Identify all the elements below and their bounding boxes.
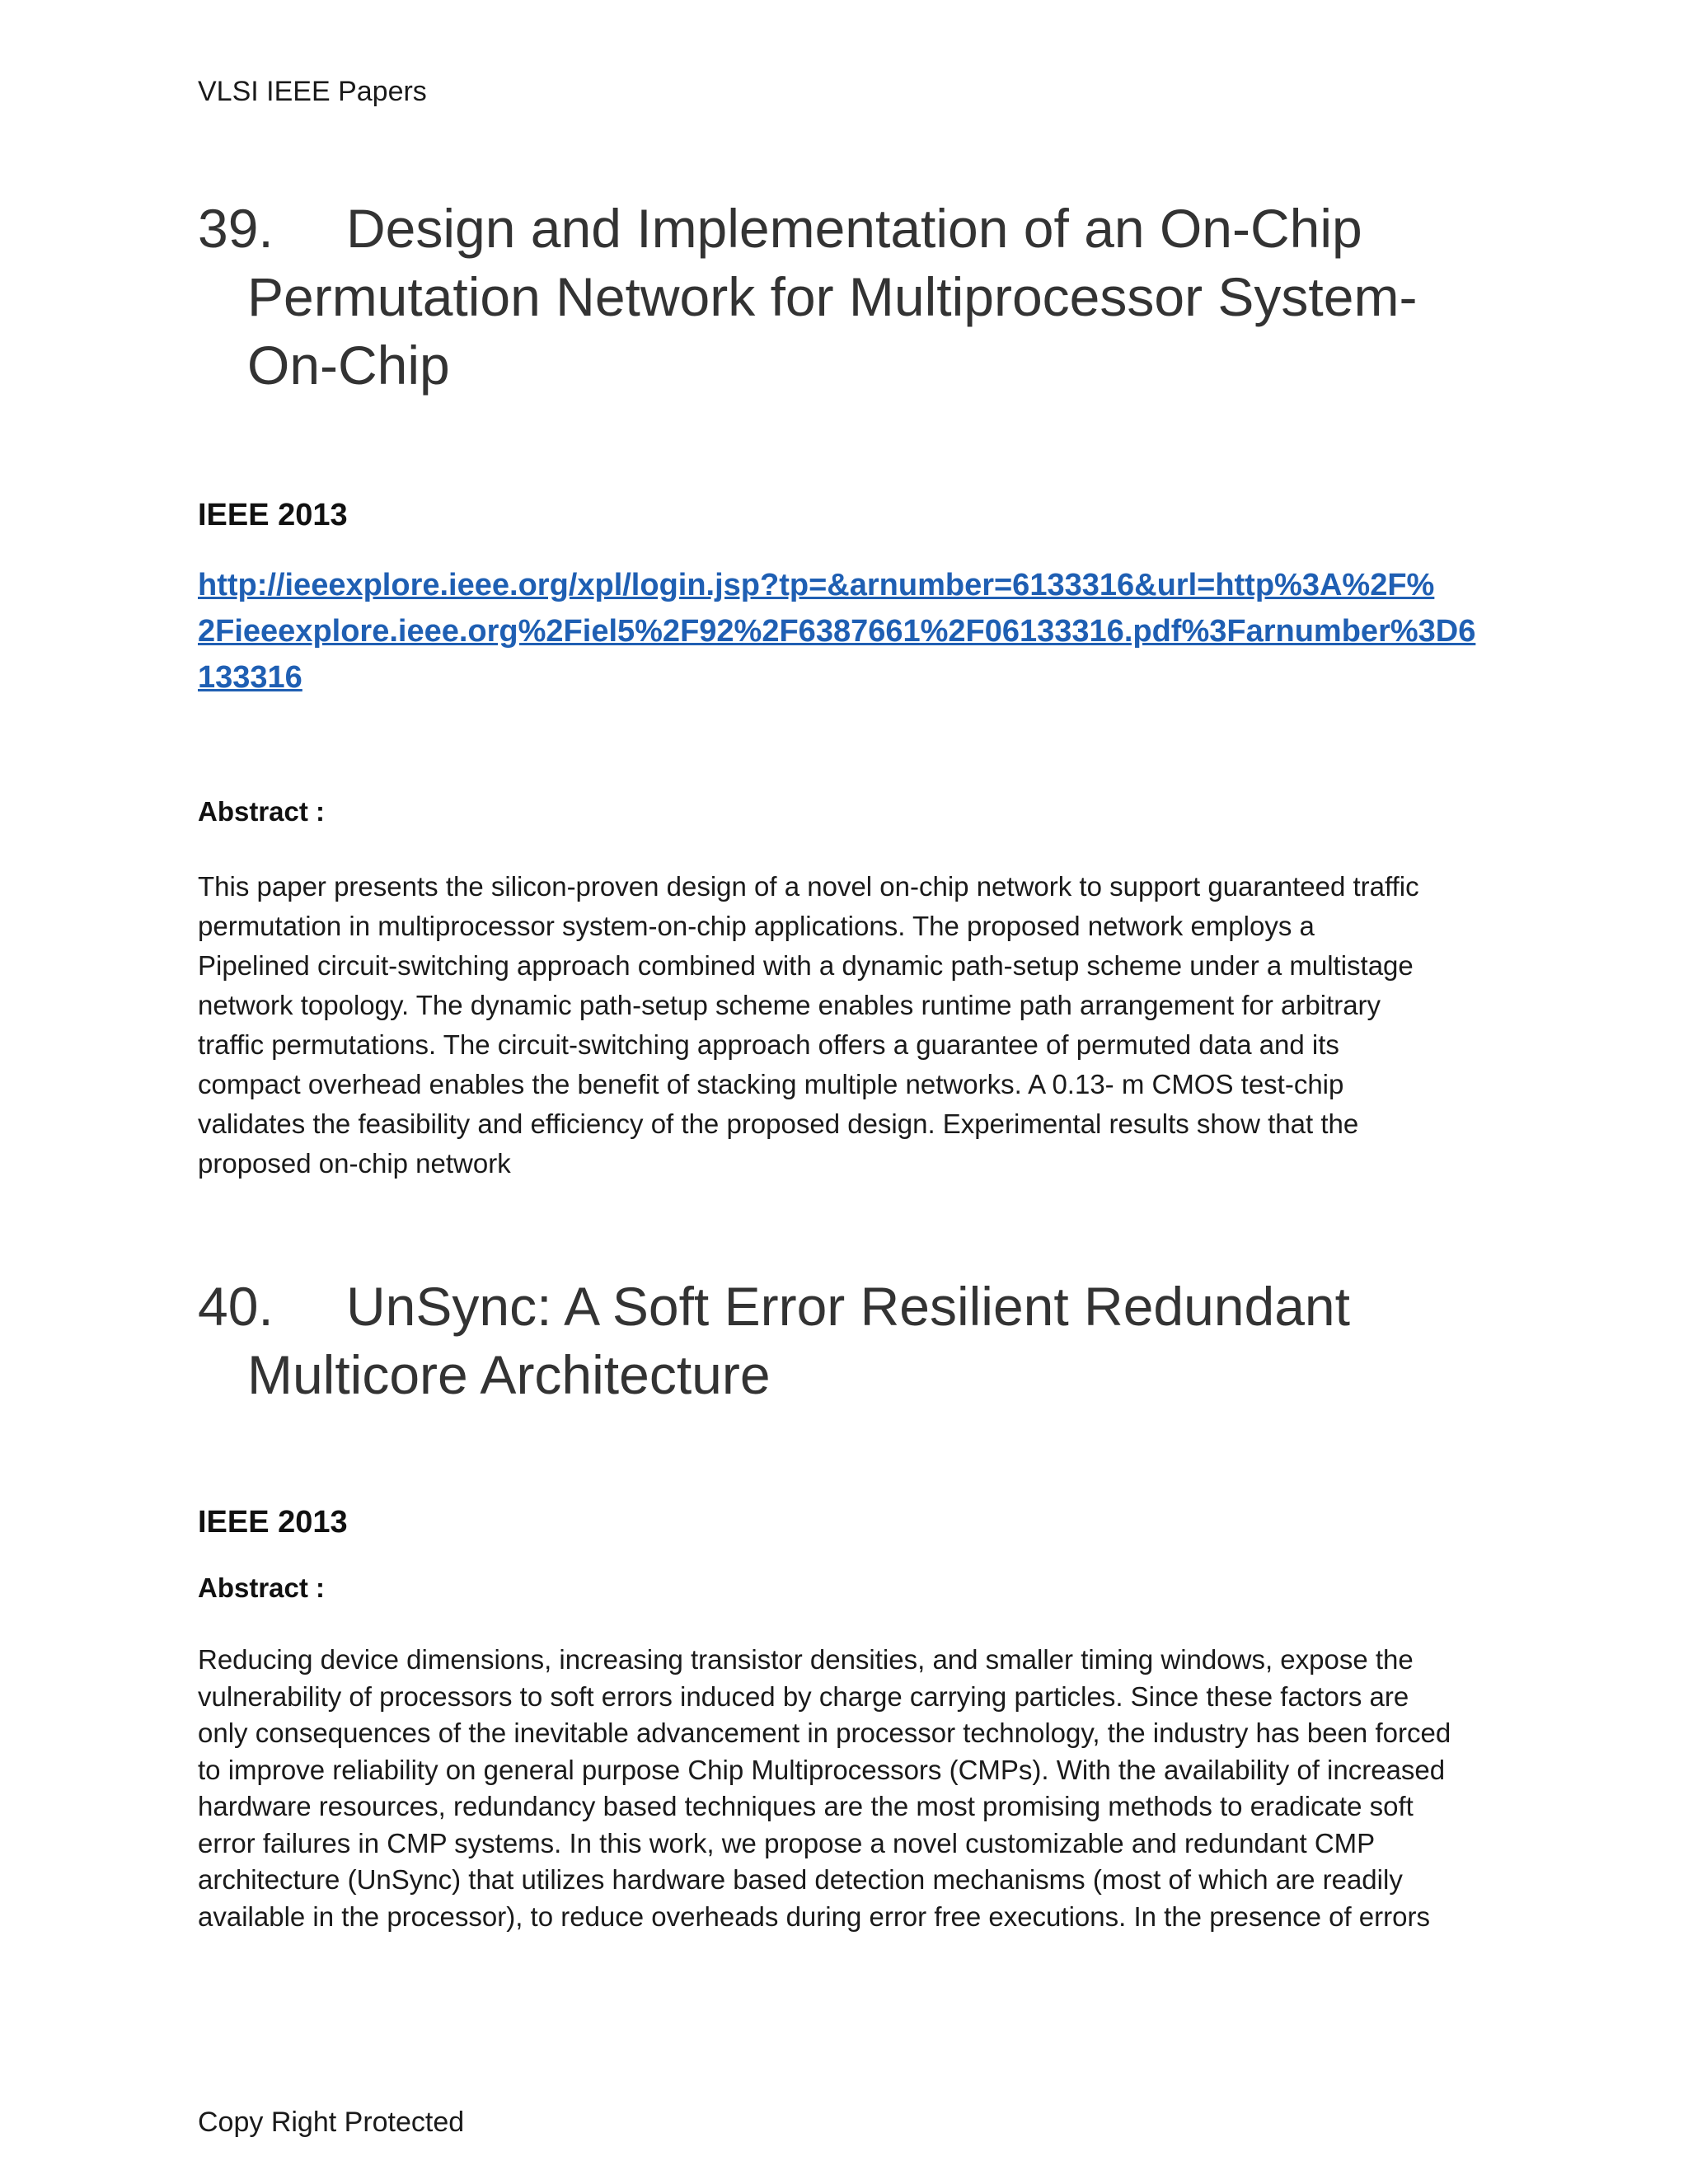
title-line: Design and Implementation of an On-Chip [346,198,1362,259]
abstract-body [198,1642,1500,1935]
running-header: VLSI IEEE Papers [198,76,427,107]
abstract-line: only consequences of the inevitable advancement in processor technology, the industry has been forced [198,1718,1451,1748]
abstract-line: proposed on-chip network [198,1148,511,1179]
abstract-label: Abstract : [198,1572,326,1603]
abstract-line: to improve reliability on general purpose Chip Multiprocessors (CMPs). With the availability of increased [198,1754,1446,1785]
paper-year: IEEE 2013 [198,498,348,532]
abstract-label: Abstract : [198,796,326,827]
running-footer: Copy Right Protected [198,2107,465,2138]
paper-link[interactable] [198,562,1500,701]
paper-number: 39. [198,198,274,259]
abstract-line: permutation in multiprocessor system-on-chip applications. The proposed network employs a [198,911,1315,941]
abstract-line: Pipelined circuit-switching approach combined with a dynamic path-setup scheme under a multistage [198,950,1414,981]
abstract-line: Reducing device dimensions, increasing transistor densities, and smaller timing windows, expose the [198,1644,1414,1675]
paper-entry-39 [198,194,1500,400]
title-line: Permutation Network for Multiprocessor System- [247,266,1418,327]
paper-link-line[interactable]: http://ieeexplore.ieee.org/xpl/login.jsp?tp=&arnumber=6133316&url=http%3A%2F% [198,568,1435,602]
abstract-body [198,867,1500,1183]
paper-link-line[interactable]: 133316 [198,660,302,695]
paper-entry-40 [198,1272,1500,1409]
paper-number: 40. [198,1276,274,1337]
abstract-line: architecture (UnSync) that utilizes hardware based detection mechanisms (most of which are readily [198,1864,1403,1895]
abstract-line: This paper presents the silicon-proven design of a novel on-chip network to support guaranteed traffic [198,871,1419,902]
paper-title [198,194,1500,400]
title-line: On-Chip [247,335,450,396]
title-line: Multicore Architecture [247,1344,771,1405]
abstract-line: available in the processor), to reduce overheads during error free executions. In the presence of errors [198,1900,1430,1932]
title-line: UnSync: A Soft Error Resilient Redundant [346,1276,1350,1337]
paper-title [198,1272,1500,1409]
abstract-line: error failures in CMP systems. In this work, we propose a novel customizable and redundant CMP [198,1827,1376,1858]
abstract-line: compact overhead enables the benefit of stacking multiple networks. A 0.13- m CMOS test-chip [198,1069,1344,1099]
paper-link-line[interactable]: 2Fieeexplore.ieee.org%2Fiel5%2F92%2F6387661%2F06133316.pdf%3Farnumber%3D6 [198,614,1476,649]
abstract-line: hardware resources, redundancy based techniques are the most promising methods to eradicate soft [198,1791,1414,1821]
abstract-line: validates the feasibility and efficiency of the proposed design. Experimental results show that the [198,1108,1359,1139]
abstract-line: traffic permutations. The circuit-switching approach offers a guarantee of permuted data and its [198,1029,1339,1060]
abstract-line: network topology. The dynamic path-setup scheme enables runtime path arrangement for arbitrary [198,990,1381,1020]
abstract-line: vulnerability of processors to soft errors induced by charge carrying particles. Since these factors are [198,1680,1409,1712]
paper-year: IEEE 2013 [198,1505,348,1540]
